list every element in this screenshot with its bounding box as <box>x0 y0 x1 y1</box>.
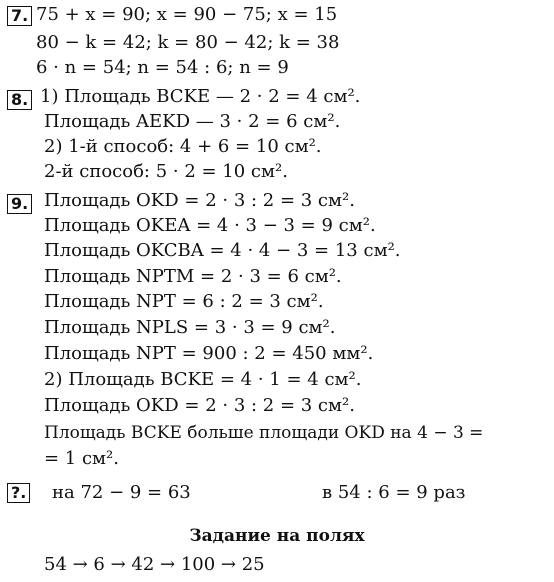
task-9-number: 9. <box>7 194 32 214</box>
question-answer-left: на 72 − 9 = 63 <box>52 482 191 503</box>
task-8-line-4: 2-й способ: 5 · 2 = 10 см². <box>44 161 288 182</box>
task-7-number: 7. <box>7 6 32 26</box>
task-9-line-2: Площадь OKEA = 4 · 3 − 3 = 9 см². <box>44 215 376 236</box>
task-7-line-1: 75 + x = 90; x = 90 − 75; x = 15 <box>36 4 338 25</box>
task-9-line-6: Площадь NPLS = 3 · 3 = 9 см². <box>44 317 336 338</box>
task-9-line-7: Площадь NPT = 900 : 2 = 450 мм². <box>44 343 374 364</box>
question-number: ?. <box>7 483 30 503</box>
task-9-line-9: Площадь OKD = 2 · 3 : 2 = 3 см². <box>44 395 355 416</box>
task-9-line-10: Площадь BCKE больше площади OKD на 4 − 3 = <box>44 423 484 443</box>
task-9-line-11: = 1 см². <box>44 448 119 469</box>
task-8-line-3: 2) 1-й способ: 4 + 6 = 10 см². <box>44 136 322 157</box>
question-answer-right: в 54 : 6 = 9 раз <box>322 482 466 503</box>
task-9-line-3: Площадь OKCBA = 4 · 4 − 3 = 13 см². <box>44 240 401 261</box>
task-9-line-8: 2) Площадь BCKE = 4 · 1 = 4 см². <box>44 369 362 390</box>
task-8-line-1: 1) Площадь BCKE — 2 · 2 = 4 см². <box>40 86 361 107</box>
task-7-line-3: 6 · n = 54; n = 54 : 6; n = 9 <box>36 57 289 78</box>
margin-task-title: Задание на полях <box>189 526 365 546</box>
task-9-line-1: Площадь OKD = 2 · 3 : 2 = 3 см². <box>44 190 355 211</box>
task-9-line-5: Площадь NPT = 6 : 2 = 3 см². <box>44 291 324 312</box>
task-8-line-2: Площадь AEKD — 3 · 2 = 6 см². <box>44 111 341 132</box>
task-7-line-2: 80 − k = 42; k = 80 − 42; k = 38 <box>36 32 340 53</box>
margin-task-chain: 54 → 6 → 42 → 100 → 25 <box>44 554 265 575</box>
task-8-number: 8. <box>7 90 32 110</box>
task-9-line-4: Площадь NPTM = 2 · 3 = 6 см². <box>44 266 342 287</box>
